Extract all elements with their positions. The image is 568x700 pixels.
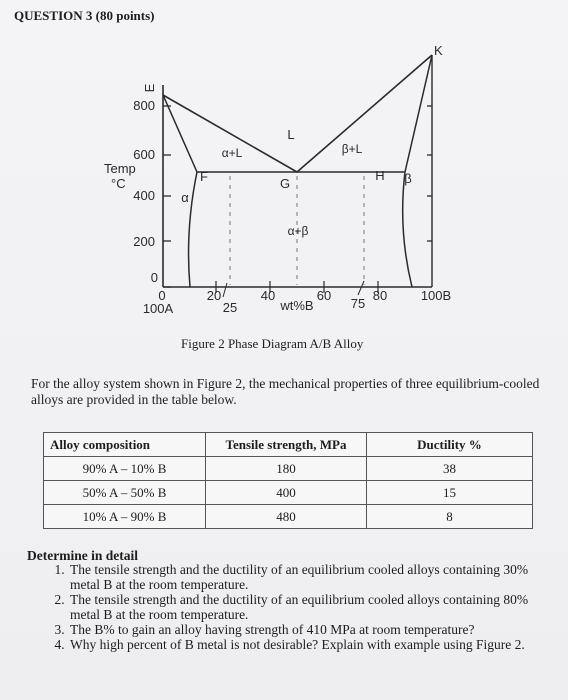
x-label-75: 75 bbox=[350, 296, 366, 311]
x-label-25: 25 bbox=[222, 300, 238, 315]
region-label-alpha-beta: α+β bbox=[287, 224, 309, 238]
table-row bbox=[44, 481, 533, 505]
properties-table bbox=[43, 432, 533, 529]
y-tick-600: 600 bbox=[133, 147, 155, 162]
y-axis-title-2: °C bbox=[111, 176, 126, 191]
cell-strength: 180 bbox=[206, 457, 367, 481]
question-heading: QUESTION 3 (80 points) bbox=[14, 8, 155, 23]
question-item: 1. The tensile strength and the ductility of an equilibrium cooled alloys containing 30% metal B at the room temperature. bbox=[68, 562, 560, 592]
figure-caption: Figure 2 Phase Diagram A/B Alloy bbox=[181, 336, 364, 351]
alpha-solvus bbox=[189, 172, 197, 287]
x-label-60: 60 bbox=[316, 288, 332, 303]
region-label-alpha-L: α+L bbox=[221, 146, 243, 160]
region-label-alpha: α bbox=[181, 190, 189, 205]
cell-composition: 90% A – 10% B bbox=[44, 457, 206, 481]
alpha-solidus bbox=[163, 95, 197, 172]
x-label-100B: 100B bbox=[420, 288, 452, 303]
region-label-L: L bbox=[287, 127, 295, 142]
y-tick-200: 200 bbox=[133, 234, 155, 249]
cell-composition: 50% A – 50% B bbox=[44, 481, 206, 505]
cell-strength: 400 bbox=[206, 481, 367, 505]
cell-composition: 10% A – 90% B bbox=[44, 505, 206, 529]
table-header-row bbox=[44, 433, 533, 457]
header-alloy-composition: Alloy composition bbox=[44, 433, 206, 457]
question-item: 3. The B% to gain an alloy having strength of 410 MPa at room temperature? bbox=[68, 622, 560, 637]
y-axis-title-1: Temp bbox=[104, 161, 136, 176]
cell-ductility: 8 bbox=[367, 505, 533, 529]
region-label-beta-L: β+L bbox=[341, 142, 363, 156]
y-tick-400: 400 bbox=[133, 188, 155, 203]
point-label-H: H bbox=[375, 168, 385, 183]
question-list bbox=[30, 562, 560, 652]
beta-solvus bbox=[403, 172, 412, 287]
cell-ductility: 38 bbox=[367, 457, 533, 481]
x-label-20: 20 bbox=[206, 288, 222, 303]
intro-paragraph: For the alloy system shown in Figure 2, the mechanical properties of three equilibrium-cooled alloys are provided in the table below. bbox=[31, 376, 540, 407]
point-label-G: G bbox=[279, 176, 291, 191]
question-item: 4. Why high percent of B metal is not desirable? Explain with example using Figure 2. bbox=[68, 637, 560, 652]
point-label-E: E bbox=[142, 83, 157, 93]
question-item: 2. The tensile strength and the ductility of an equilibrium cooled alloys containing 80% metal B at the room temperature. bbox=[68, 592, 560, 622]
cell-strength: 480 bbox=[206, 505, 367, 529]
header-tensile-strength: Tensile strength, MPa bbox=[206, 433, 367, 457]
y-tick-800: 800 bbox=[133, 98, 155, 113]
table-row bbox=[44, 457, 533, 481]
x-label-80: 80 bbox=[372, 288, 388, 303]
cell-ductility: 15 bbox=[367, 481, 533, 505]
x-label-100A: 100A bbox=[142, 301, 174, 316]
table-row bbox=[44, 505, 533, 529]
x-axis-title: wt%B bbox=[280, 298, 314, 313]
point-label-F: F bbox=[200, 169, 208, 184]
y-tick-0: 0 bbox=[150, 270, 158, 285]
header-ductility: Ductility % bbox=[367, 433, 533, 457]
determine-heading: Determine in detail bbox=[27, 548, 138, 563]
point-label-K: K bbox=[434, 43, 443, 58]
phase-diagram bbox=[0, 0, 568, 330]
liquidus-line bbox=[163, 55, 432, 172]
region-label-beta: β bbox=[404, 171, 412, 186]
x-label-40: 40 bbox=[260, 288, 276, 303]
x-label-0: 0 bbox=[158, 288, 166, 303]
